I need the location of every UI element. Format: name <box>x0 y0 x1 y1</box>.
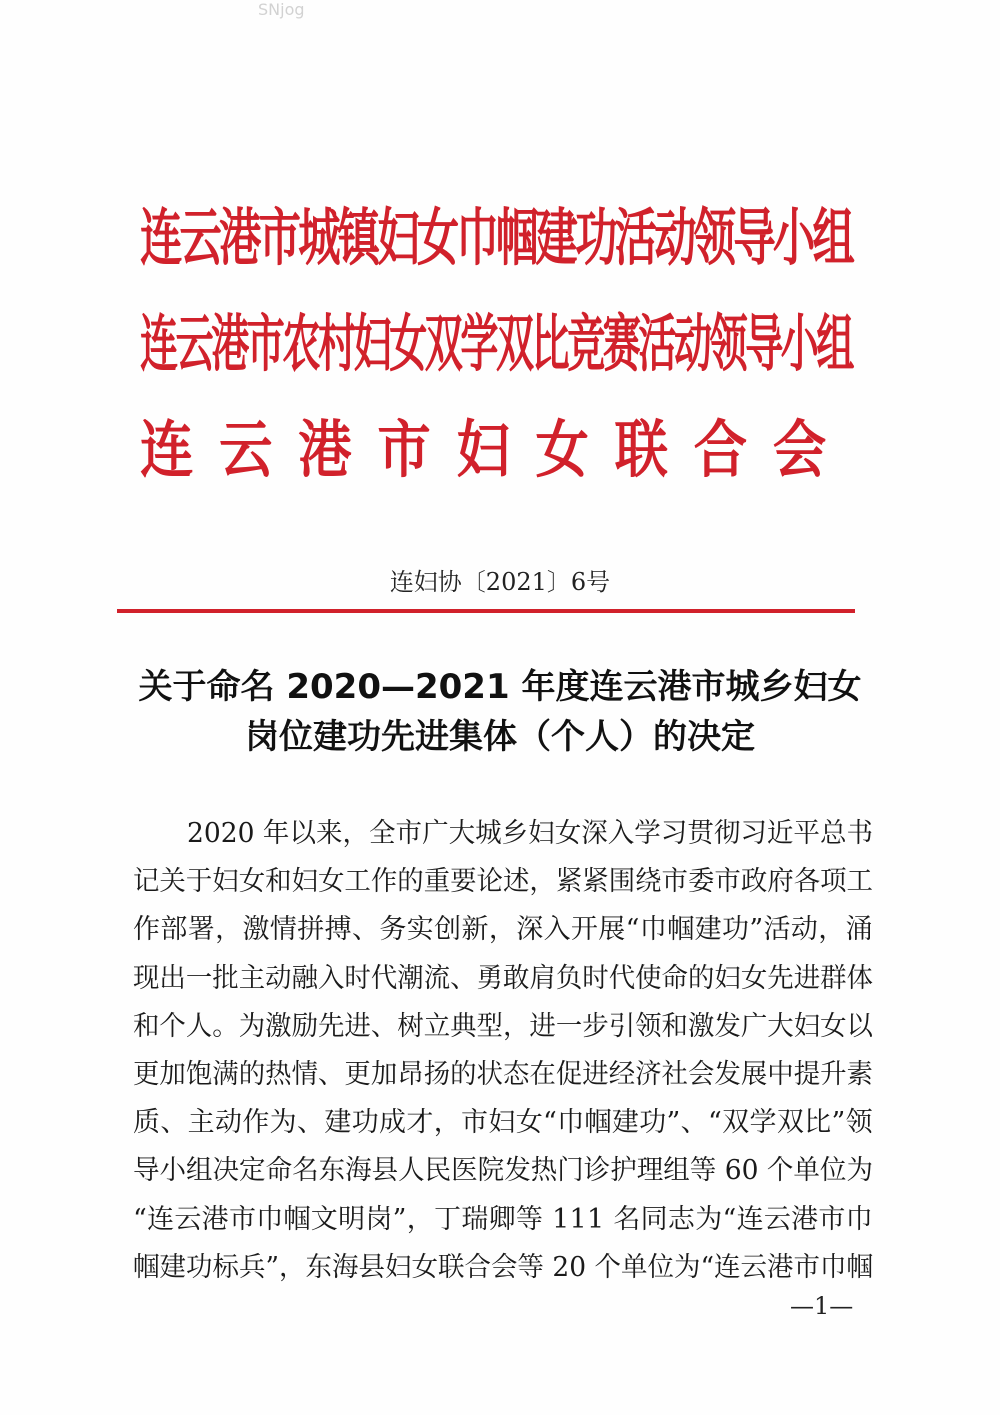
body-line: 质、主动作为、建功成才，市妇女“巾帼建功”、“双学双比”领 <box>133 1107 873 1139</box>
document-number: 连妇协〔2021〕6号 <box>389 568 611 596</box>
issuer-header <box>140 185 860 503</box>
body-line: “连云港市巾帼文明岗”，丁瑞卿等 111 名同志为“连云港市巾 <box>133 1203 874 1235</box>
body-line: 记关于妇女和妇女工作的重要论述，紧紧围绕市委市政府各项工 <box>133 866 873 898</box>
body-line: 2020 年以来，全市广大城乡妇女深入学习贯彻习近平总书 <box>187 818 874 849</box>
red-divider-line <box>117 609 855 613</box>
issuer-line-2: 连云港市农村妇女双学双比竞赛活动领导小组 <box>140 307 853 380</box>
body-line: 导小组决定命名东海县人民医院发热门诊护理组等 60 个单位为 <box>133 1155 873 1187</box>
issuer-line-3: 连云港市妇女联合会 <box>140 413 853 486</box>
body-paragraph <box>133 810 873 1292</box>
document-title <box>0 662 1000 762</box>
body-line: 更加饱满的热情、更加昂扬的状态在促进经济社会发展中提升素 <box>133 1058 873 1090</box>
body-line: 作部署，激情拼搏、务实创新，深入开展“巾帼建功”活动，涌 <box>133 914 873 946</box>
title-line-2: 岗位建功先进集体（个人）的决定 <box>245 717 755 757</box>
body-line: 帼建功标兵”，东海县妇女联合会等 20 个单位为“连云港市巾帼 <box>133 1251 873 1283</box>
issuer-line-1: 连云港市城镇妇女巾帼建功活动领导小组 <box>140 201 853 274</box>
body-line: 现出一批主动融入时代潮流、勇敢肩负时代使命的妇女先进群体 <box>133 962 873 994</box>
body-line: 和个人。为激励先进、树立典型，进一步引领和激发广大妇女以 <box>133 1010 873 1042</box>
page-number: —1— <box>790 1292 854 1320</box>
scan-watermark: SNjog <box>258 0 305 19</box>
title-line-1: 关于命名 2020—2021 年度连云港市城乡妇女 <box>138 667 862 707</box>
